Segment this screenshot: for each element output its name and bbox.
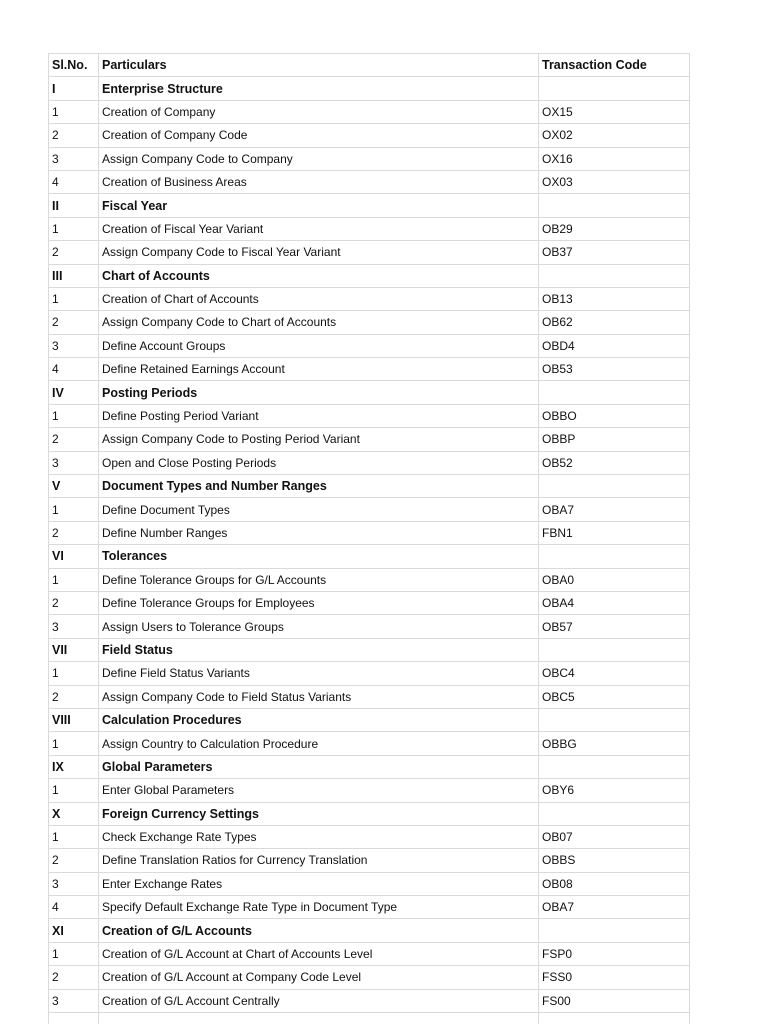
particulars-cell: Open and Close Posting Periods [99, 451, 539, 474]
table-row [49, 404, 690, 427]
particulars-cell: Define Tolerance Groups for G/L Accounts [99, 568, 539, 591]
transaction-code-cell: OB13 [539, 287, 690, 310]
table-row [49, 662, 690, 685]
serial-number-cell: VI [49, 545, 99, 568]
serial-number-cell: 1 [49, 100, 99, 123]
serial-number-cell: 1 [49, 287, 99, 310]
particulars-cell: Creation of G/L Account at Company Code Level [99, 966, 539, 989]
section-row [49, 708, 690, 731]
particulars-cell: Field Status [99, 638, 539, 661]
particulars-cell: Tolerances [99, 545, 539, 568]
table-row [49, 124, 690, 147]
section-row [49, 802, 690, 825]
transaction-code-cell [539, 802, 690, 825]
transaction-code-cell: OX02 [539, 124, 690, 147]
particulars-cell: Assign Country to Calculation Procedure [99, 732, 539, 755]
serial-number-cell: 1 [49, 732, 99, 755]
particulars-cell: Define Field Status Variants [99, 662, 539, 685]
particulars-cell: Define Retained Earnings Account [99, 358, 539, 381]
section-row [49, 755, 690, 778]
section-row [49, 194, 690, 217]
serial-number-cell: 2 [49, 685, 99, 708]
transaction-code-cell [539, 545, 690, 568]
empty-cell [539, 1013, 690, 1024]
particulars-cell: Define Posting Period Variant [99, 404, 539, 427]
transaction-code-cell: OBBG [539, 732, 690, 755]
particulars-cell: Creation of Business Areas [99, 170, 539, 193]
table-row [49, 825, 690, 848]
transaction-code-cell: OB52 [539, 451, 690, 474]
particulars-cell: Creation of Company [99, 100, 539, 123]
table-row [49, 287, 690, 310]
transaction-code-table [48, 53, 690, 1024]
section-row [49, 919, 690, 942]
particulars-cell: Document Types and Number Ranges [99, 475, 539, 498]
table-row [49, 849, 690, 872]
particulars-cell: Define Account Groups [99, 334, 539, 357]
transaction-code-cell [539, 77, 690, 100]
serial-number-cell: 1 [49, 404, 99, 427]
particulars-cell: Creation of G/L Accounts [99, 919, 539, 942]
particulars-cell: Assign Company Code to Company [99, 147, 539, 170]
table-row [49, 217, 690, 240]
particulars-cell: Check Exchange Rate Types [99, 825, 539, 848]
transaction-code-cell: FS00 [539, 989, 690, 1012]
transaction-code-cell: OB07 [539, 825, 690, 848]
serial-number-cell: 1 [49, 942, 99, 965]
table-row [49, 451, 690, 474]
serial-number-cell: IX [49, 755, 99, 778]
transaction-code-cell: OBA7 [539, 896, 690, 919]
serial-number-cell: II [49, 194, 99, 217]
transaction-code-cell: OX15 [539, 100, 690, 123]
table-row [49, 428, 690, 451]
serial-number-cell: 1 [49, 662, 99, 685]
transaction-code-cell [539, 755, 690, 778]
serial-number-cell: 1 [49, 568, 99, 591]
table-row [49, 685, 690, 708]
section-row [49, 77, 690, 100]
table-row [49, 311, 690, 334]
transaction-code-cell: FSP0 [539, 942, 690, 965]
particulars-cell: Fiscal Year [99, 194, 539, 217]
table-row [49, 591, 690, 614]
transaction-code-cell: FSS0 [539, 966, 690, 989]
transaction-code-cell: FBN1 [539, 521, 690, 544]
particulars-cell: Assign Company Code to Chart of Accounts [99, 311, 539, 334]
serial-number-cell: 3 [49, 147, 99, 170]
serial-number-cell: 2 [49, 591, 99, 614]
particulars-cell: Enter Global Parameters [99, 779, 539, 802]
section-row [49, 475, 690, 498]
serial-number-cell: 4 [49, 896, 99, 919]
transaction-code-cell: OBA0 [539, 568, 690, 591]
table-row [49, 872, 690, 895]
transaction-code-cell [539, 381, 690, 404]
serial-number-cell: 1 [49, 498, 99, 521]
table-row [49, 521, 690, 544]
serial-number-cell: 1 [49, 217, 99, 240]
table-row [49, 615, 690, 638]
particulars-cell: Chart of Accounts [99, 264, 539, 287]
particulars-cell: Global Parameters [99, 755, 539, 778]
header-particulars: Particulars [99, 54, 539, 77]
table-row [49, 779, 690, 802]
serial-number-cell: IV [49, 381, 99, 404]
serial-number-cell: V [49, 475, 99, 498]
particulars-cell: Posting Periods [99, 381, 539, 404]
table-row [49, 358, 690, 381]
particulars-cell: Enter Exchange Rates [99, 872, 539, 895]
serial-number-cell: 3 [49, 989, 99, 1012]
serial-number-cell: I [49, 77, 99, 100]
serial-number-cell: VII [49, 638, 99, 661]
particulars-cell: Foreign Currency Settings [99, 802, 539, 825]
empty-cell [99, 1013, 539, 1024]
transaction-code-cell: OB37 [539, 241, 690, 264]
table-row [49, 732, 690, 755]
transaction-code-cell: OBC5 [539, 685, 690, 708]
particulars-cell: Creation of Fiscal Year Variant [99, 217, 539, 240]
serial-number-cell: 3 [49, 334, 99, 357]
section-row [49, 381, 690, 404]
transaction-code-cell [539, 919, 690, 942]
table-row [49, 100, 690, 123]
table-row [49, 241, 690, 264]
transaction-code-cell: OB08 [539, 872, 690, 895]
table-header-row [49, 54, 690, 77]
serial-number-cell: 2 [49, 966, 99, 989]
table-row [49, 989, 690, 1012]
table-row [49, 896, 690, 919]
transaction-code-cell: OX16 [539, 147, 690, 170]
transaction-code-cell [539, 264, 690, 287]
transaction-code-cell: OBA4 [539, 591, 690, 614]
empty-row [49, 1013, 690, 1024]
particulars-cell: Calculation Procedures [99, 708, 539, 731]
particulars-cell: Assign Company Code to Field Status Variants [99, 685, 539, 708]
serial-number-cell: 1 [49, 779, 99, 802]
particulars-cell: Creation of G/L Account Centrally [99, 989, 539, 1012]
transaction-code-cell [539, 194, 690, 217]
serial-number-cell: 2 [49, 124, 99, 147]
transaction-code-cell: OB62 [539, 311, 690, 334]
header-transaction-code: Transaction Code [539, 54, 690, 77]
particulars-cell: Creation of Company Code [99, 124, 539, 147]
transaction-code-cell: OB57 [539, 615, 690, 638]
particulars-cell: Creation of G/L Account at Chart of Accounts Level [99, 942, 539, 965]
particulars-cell: Define Translation Ratios for Currency Translation [99, 849, 539, 872]
particulars-cell: Define Tolerance Groups for Employees [99, 591, 539, 614]
serial-number-cell: 4 [49, 358, 99, 381]
transaction-code-cell: OBBP [539, 428, 690, 451]
serial-number-cell: III [49, 264, 99, 287]
table-row [49, 568, 690, 591]
transaction-code-cell [539, 475, 690, 498]
table-row [49, 498, 690, 521]
serial-number-cell: 3 [49, 451, 99, 474]
particulars-cell: Define Number Ranges [99, 521, 539, 544]
particulars-cell: Assign Company Code to Posting Period Variant [99, 428, 539, 451]
particulars-cell: Define Document Types [99, 498, 539, 521]
transaction-code-cell: OBC4 [539, 662, 690, 685]
serial-number-cell: VIII [49, 708, 99, 731]
serial-number-cell: 2 [49, 311, 99, 334]
transaction-code-cell: OBD4 [539, 334, 690, 357]
table-row [49, 966, 690, 989]
transaction-code-cell: OBA7 [539, 498, 690, 521]
particulars-cell: Specify Default Exchange Rate Type in Document Type [99, 896, 539, 919]
transaction-code-cell: OB53 [539, 358, 690, 381]
transaction-code-cell: OBBS [539, 849, 690, 872]
table-row [49, 170, 690, 193]
section-row [49, 638, 690, 661]
particulars-cell: Creation of Chart of Accounts [99, 287, 539, 310]
section-row [49, 545, 690, 568]
section-row [49, 264, 690, 287]
transaction-code-cell: OBY6 [539, 779, 690, 802]
particulars-cell: Assign Users to Tolerance Groups [99, 615, 539, 638]
serial-number-cell: 3 [49, 615, 99, 638]
serial-number-cell: X [49, 802, 99, 825]
transaction-code-cell: OB29 [539, 217, 690, 240]
serial-number-cell: 3 [49, 872, 99, 895]
serial-number-cell: 4 [49, 170, 99, 193]
transaction-code-cell: OBBO [539, 404, 690, 427]
serial-number-cell: 2 [49, 849, 99, 872]
particulars-cell: Enterprise Structure [99, 77, 539, 100]
serial-number-cell: 2 [49, 428, 99, 451]
table-row [49, 334, 690, 357]
table-row [49, 942, 690, 965]
serial-number-cell: 1 [49, 825, 99, 848]
serial-number-cell: 2 [49, 241, 99, 264]
table-body [49, 54, 690, 1024]
header-serial-number: Sl.No. [49, 54, 99, 77]
particulars-cell: Assign Company Code to Fiscal Year Variant [99, 241, 539, 264]
transaction-code-cell [539, 638, 690, 661]
transaction-code-cell [539, 708, 690, 731]
empty-cell [49, 1013, 99, 1024]
transaction-code-cell: OX03 [539, 170, 690, 193]
serial-number-cell: XI [49, 919, 99, 942]
serial-number-cell: 2 [49, 521, 99, 544]
table-row [49, 147, 690, 170]
